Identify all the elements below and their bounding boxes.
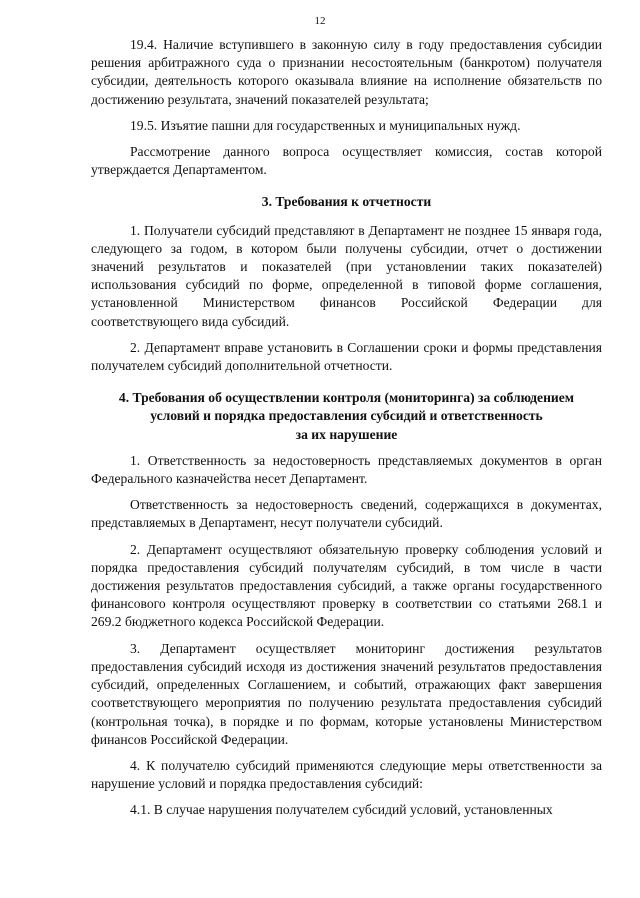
paragraph-commission: Рассмотрение данного вопроса осуществляет комиссия, состав которой утверждается Департаментом. — [91, 144, 602, 178]
paragraph-control-3: 3. Департамент осуществляет мониторинг достижения результатов предоставления субсидий исходя из достижения значений результатов предоставления субсидий, определенных Соглашением, и событий, отражающих факт завершения соответствующего мероприятия по получению результата предоставления субсидий (контрольная точка), в порядке и по формам, которые установлены Министерством финансов Российской Федерации. — [91, 640, 602, 747]
section-heading-control — [83, 389, 610, 444]
paragraph-control-4-1: 4.1. В случае нарушения получателем субсидий условий, установленных — [130, 802, 553, 818]
heading-line: условий и порядка предоставления субсидий и ответственность — [150, 408, 543, 424]
heading-line: 3. Требования к отчетности — [261, 194, 432, 210]
heading-line: 4. Требования об осуществлении контроля (мониторинга) за соблюдением — [118, 390, 575, 406]
page-number: 12 — [314, 15, 326, 27]
paragraph-19-4: 19.4. Наличие вступившего в законную силу в году предоставления субсидии решения арбитражного суда о признании несостоятельным (банкротом) получателя субсидии, деятельность которого оказывала влияние на исполнение обязательств по достижению результата, значений показателей результата; — [91, 37, 602, 107]
paragraph-control-1: 1. Ответственность за недостоверность представляемых документов в орган Федерального казначейства несет Департамент. — [91, 452, 602, 487]
heading-line: за их нарушение — [295, 426, 398, 442]
section-heading-reporting — [91, 193, 602, 211]
paragraph-control-4: 4. К получателю субсидий применяются следующие меры ответственности за нарушение условий и порядка предоставления субсидий: — [91, 757, 602, 792]
paragraph-19-5: 19.5. Изъятие пашни для государственных и муниципальных нужд. — [130, 117, 521, 133]
paragraph-reporting-2: 2. Департамент вправе установить в Соглашении сроки и формы представления получателем субсидий дополнительной отчетности. — [91, 339, 602, 374]
document-body — [91, 36, 602, 828]
paragraph-control-2: 2. Департамент осуществляют обязательную проверку соблюдения условий и порядка предоставления субсидий получателям субсидий, в том числе в части достижения результатов предоставления субсидий, а также органы государственного финансового контроля осуществляют проверку в соответствии со статьями 268.1 и 269.2 бюджетного кодекса Российской Федерации. — [91, 541, 602, 630]
paragraph-reporting-1: 1. Получатели субсидий представляют в Департамент не позднее 15 января года, следующего за годом, в котором были получены субсидии, отчет о достижении значений результатов и показателей (при установлении таких показателей) использования субсидий по форме, определенной в типовой форме соглашения, установленной Министерством финансов Российской Федерации для соответствующего вида субсидий. — [91, 222, 602, 329]
paragraph-control-1b: Ответственность за недостоверность сведений, содержащихся в документах, представляемых в Департамент, несут получатели субсидий. — [91, 497, 602, 531]
